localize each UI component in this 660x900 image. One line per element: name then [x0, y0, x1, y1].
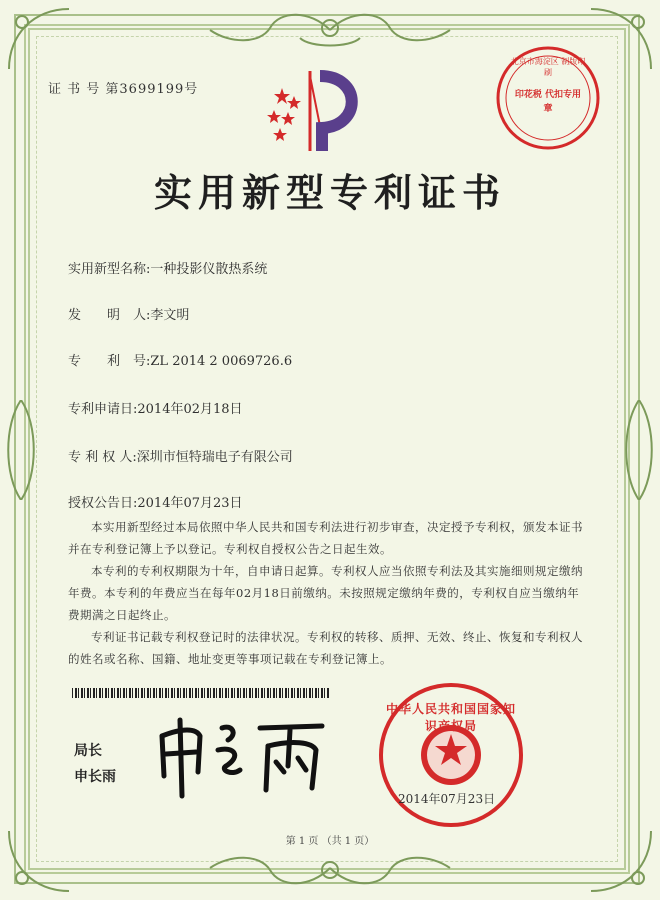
field-label: 发 明 人:: [68, 308, 151, 323]
bottom-ornament-icon: [200, 846, 460, 890]
certificate-number: 证 书 号 第3699199号: [48, 82, 199, 97]
field-label: 实用新型名称:: [68, 262, 151, 277]
seal-date: 2014年07月23日: [398, 792, 496, 806]
field-filing-date: [68, 398, 243, 417]
handwritten-signature-icon: [152, 706, 332, 802]
body-paragraph: 专利证书记载专利权登记时的法律状况。专利权的转移、质押、无效、终止、恢复和专利权人的姓名或名称、国籍、地址变更等事项记载在专利登记簿上。: [68, 630, 583, 666]
tax-seal-center-text: 印花税 代扣专用章: [514, 90, 582, 114]
field-patent-number: [68, 350, 292, 369]
field-value: 2014年07月23日: [137, 496, 243, 511]
body-paragraph: 本专利的专利权期限为十年，自申请日起算。专利权人应当依照专利法及其实施细则规定缴纳年费。本专利的年费应当在每年02月18日前缴纳。未按照规定缴纳年费的，专利权自应当缴纳年费期满之日起终止。: [68, 564, 583, 622]
tax-seal-ring-text: 北京市海淀区 制版印刷: [510, 57, 586, 77]
corner-ornament-tl-icon: [4, 4, 74, 74]
barcode: [72, 688, 330, 698]
field-value: 李文明: [150, 308, 190, 323]
field-inventor: [68, 304, 189, 323]
director-name: 申长雨: [74, 769, 116, 785]
field-label: 授权公告日:: [68, 496, 138, 511]
field-utility-model-name: [68, 258, 267, 277]
field-value: ZL 2014 2 0069726.6: [150, 354, 293, 369]
left-ornament-icon: [4, 400, 38, 500]
field-value: 2014年02月18日: [137, 402, 243, 417]
director-title: 局长: [74, 743, 102, 759]
right-ornament-icon: [622, 400, 656, 500]
field-label: 专 利 号:: [68, 354, 151, 369]
top-ornament-icon: [200, 8, 460, 52]
field-grant-date: [68, 492, 243, 511]
field-value: 一种投影仪散热系统: [150, 262, 268, 277]
body-paragraph: 本实用新型经过本局依照中华人民共和国专利法进行初步审查，决定授予专利权，颁发本证书并在专利登记簿上予以登记。专利权自授权公告之日起生效。: [68, 520, 583, 556]
certificate-body-text: [68, 516, 588, 670]
official-seal-ring-text: 中华人民共和国国家知识产权局: [385, 702, 516, 733]
page-title: 实用新型专利证书: [153, 170, 506, 215]
patent-office-logo-icon: [262, 66, 362, 156]
page-number: 第 1 页 （共 1 页）: [285, 836, 375, 847]
field-patentee: [68, 446, 293, 465]
field-value: 深圳市恒特瑞电子有限公司: [136, 450, 293, 465]
field-label: 专 利 权 人:: [68, 450, 137, 465]
field-label: 专利申请日:: [68, 402, 138, 417]
